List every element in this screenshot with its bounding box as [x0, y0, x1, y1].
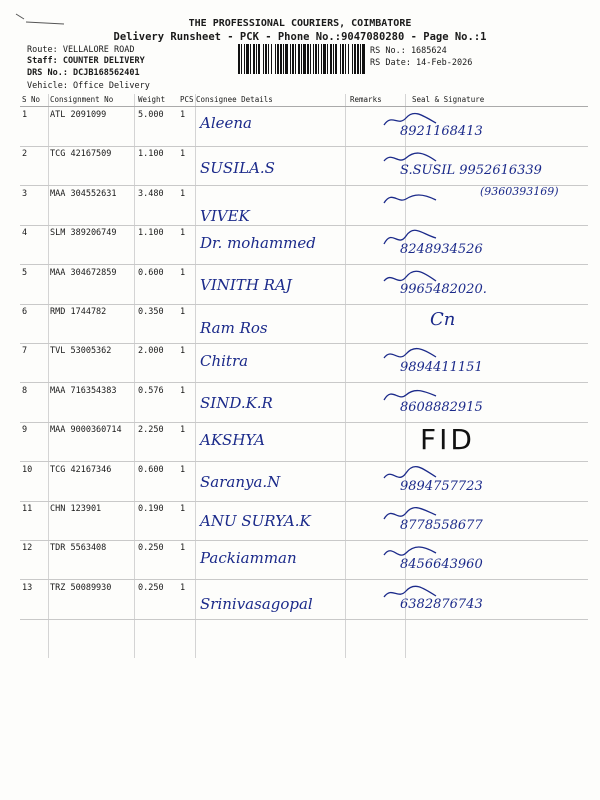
- row-weight: 5.000: [138, 110, 164, 120]
- row-weight: 2.000: [138, 346, 164, 357]
- row-pcs: 1: [180, 425, 186, 436]
- row-pcs: 1: [180, 582, 186, 593]
- row-sno: 11: [22, 504, 33, 514]
- row-consignee-name: Packiamman: [200, 549, 297, 568]
- drs-number: DRS No.: DCJB168562401: [27, 68, 140, 78]
- runsheet-subtitle: Delivery Runsheet - PCK - Phone No.:9047080280 - Page No.:1: [113, 31, 487, 43]
- table-row: [20, 185, 588, 226]
- row-consignment: TRZ 50089930: [50, 582, 112, 593]
- row-weight: 0.250: [138, 543, 164, 554]
- row-sno: 1: [22, 110, 28, 120]
- route-label: Route: VELLALORE ROAD: [27, 45, 135, 55]
- row-seal-phone: 9894411151: [400, 360, 483, 376]
- row-pcs: 1: [180, 346, 186, 357]
- row-sno: 8: [22, 385, 28, 396]
- header-sno: S No: [22, 95, 41, 104]
- row-weight: 1.100: [138, 228, 164, 239]
- table-row: [20, 421, 588, 462]
- row-pcs: 1: [180, 149, 186, 160]
- row-consignment: CHN 123901: [50, 504, 102, 514]
- row-consignment: MAA 304552631: [50, 188, 117, 199]
- row-pcs: 1: [180, 504, 186, 514]
- row-consignee-name: Chitra: [200, 352, 249, 371]
- row-consignee-name: VIVEK: [200, 206, 250, 225]
- row-weight: 0.250: [138, 582, 164, 593]
- row-weight: 0.350: [138, 307, 164, 317]
- row-consignment: MAA 9000360714: [50, 425, 122, 436]
- row-consignment: TVL 53005362: [50, 346, 112, 357]
- header-consignment: Consignment No: [50, 95, 114, 104]
- row-consignment: TCG 42167509: [50, 149, 112, 160]
- staff-label: Staff: COUNTER DELIVERY: [27, 56, 145, 66]
- row-consignee-name: Srinivasagopal: [200, 594, 313, 613]
- row-consignee-name: Saranya.N: [200, 472, 281, 491]
- row-consignment: MAA 716354383: [50, 385, 117, 396]
- row-sno: 13: [22, 582, 33, 593]
- row-consignee-name: Aleena: [200, 114, 252, 132]
- row-seal-phone: FID: [420, 423, 475, 457]
- row-consignee-name: SUSILA.S: [200, 159, 275, 178]
- header-remarks: Remarks: [350, 95, 382, 104]
- table-row: [20, 539, 588, 580]
- row-pcs: 1: [180, 267, 186, 278]
- row-seal-phone: 6382876743: [400, 596, 483, 612]
- row-seal-phone: 9894757723: [400, 478, 483, 494]
- row-seal-phone: 8608882915: [400, 399, 483, 415]
- row-weight: 0.600: [138, 464, 164, 475]
- row-seal-phone: (9360393169): [480, 184, 559, 198]
- table-row: [20, 579, 588, 620]
- row-consignee-name: ANU SURYA.K: [200, 512, 311, 530]
- row-pcs: 1: [180, 307, 186, 317]
- row-weight: 0.600: [138, 267, 164, 278]
- row-consignment: TDR 5563408: [50, 543, 107, 554]
- row-consignee-name: AKSHYA: [200, 431, 265, 450]
- table-row: [20, 500, 588, 541]
- row-weight: 2.250: [138, 425, 164, 436]
- header-consignee: Consignee Details: [196, 95, 273, 104]
- row-sno: 7: [22, 346, 28, 357]
- row-weight: 0.190: [138, 504, 164, 514]
- row-pcs: 1: [180, 543, 186, 554]
- row-consignment: ATL 2091099: [50, 110, 107, 120]
- row-seal-phone: 9965482020.: [400, 281, 487, 297]
- row-sno: 6: [22, 307, 28, 317]
- row-seal-phone: S.SUSIL 9952616339: [400, 163, 542, 179]
- row-sno: 2: [22, 149, 28, 160]
- row-sno: 3: [22, 188, 28, 199]
- rs-date: RS Date: 14-Feb-2026: [370, 58, 473, 68]
- header-pcs: PCS: [180, 95, 194, 104]
- table-row: [20, 461, 588, 502]
- row-seal-phone: 8248934526: [400, 242, 483, 258]
- row-pcs: 1: [180, 228, 186, 239]
- row-consignee-name: SIND.K.R: [200, 393, 273, 412]
- row-pcs: 1: [180, 110, 186, 120]
- header-weight: Weight: [138, 95, 166, 104]
- company-title: THE PROFESSIONAL COURIERS, COIMBATORE: [188, 18, 412, 29]
- row-pcs: 1: [180, 188, 186, 199]
- table-row: [20, 145, 588, 186]
- row-consignee-name: Ram Ros: [200, 319, 268, 337]
- table-row: [20, 303, 588, 344]
- row-weight: 3.480: [138, 188, 164, 199]
- barcode: [238, 44, 366, 74]
- table-row: [20, 342, 588, 383]
- row-pcs: 1: [180, 385, 186, 396]
- row-consignment: MAA 304672859: [50, 267, 117, 278]
- row-consignee-name: Dr. mohammed: [200, 234, 316, 253]
- row-consignment: RMD 1744782: [50, 307, 107, 317]
- row-sno: 9: [22, 425, 28, 436]
- signature-scribble: [382, 187, 442, 211]
- row-consignment: SLM 389206749: [50, 228, 117, 239]
- row-weight: 0.576: [138, 385, 164, 396]
- row-consignee-name: VINITH RAJ: [200, 275, 292, 294]
- row-seal-phone: 8778558677: [400, 518, 483, 533]
- table-row: [20, 224, 588, 265]
- row-sno: 10: [22, 464, 33, 475]
- table-row: [20, 264, 588, 305]
- header-seal: Seal & Signature: [412, 95, 485, 104]
- row-sno: 12: [22, 543, 33, 554]
- rs-number: RS No.: 1685624: [370, 46, 447, 56]
- row-sno: 4: [22, 228, 28, 239]
- table-row: [20, 106, 588, 147]
- row-consignment: TCG 42167346: [50, 464, 112, 475]
- row-seal-phone: 8456643960: [400, 557, 483, 573]
- table-row: [20, 382, 588, 423]
- row-seal-phone: Cn: [430, 309, 456, 330]
- row-sno: 5: [22, 267, 28, 278]
- row-pcs: 1: [180, 464, 186, 475]
- row-weight: 1.100: [138, 149, 164, 160]
- vehicle-label: Vehicle: Office Delivery: [27, 81, 150, 91]
- row-seal-phone: 8921168413: [400, 124, 483, 139]
